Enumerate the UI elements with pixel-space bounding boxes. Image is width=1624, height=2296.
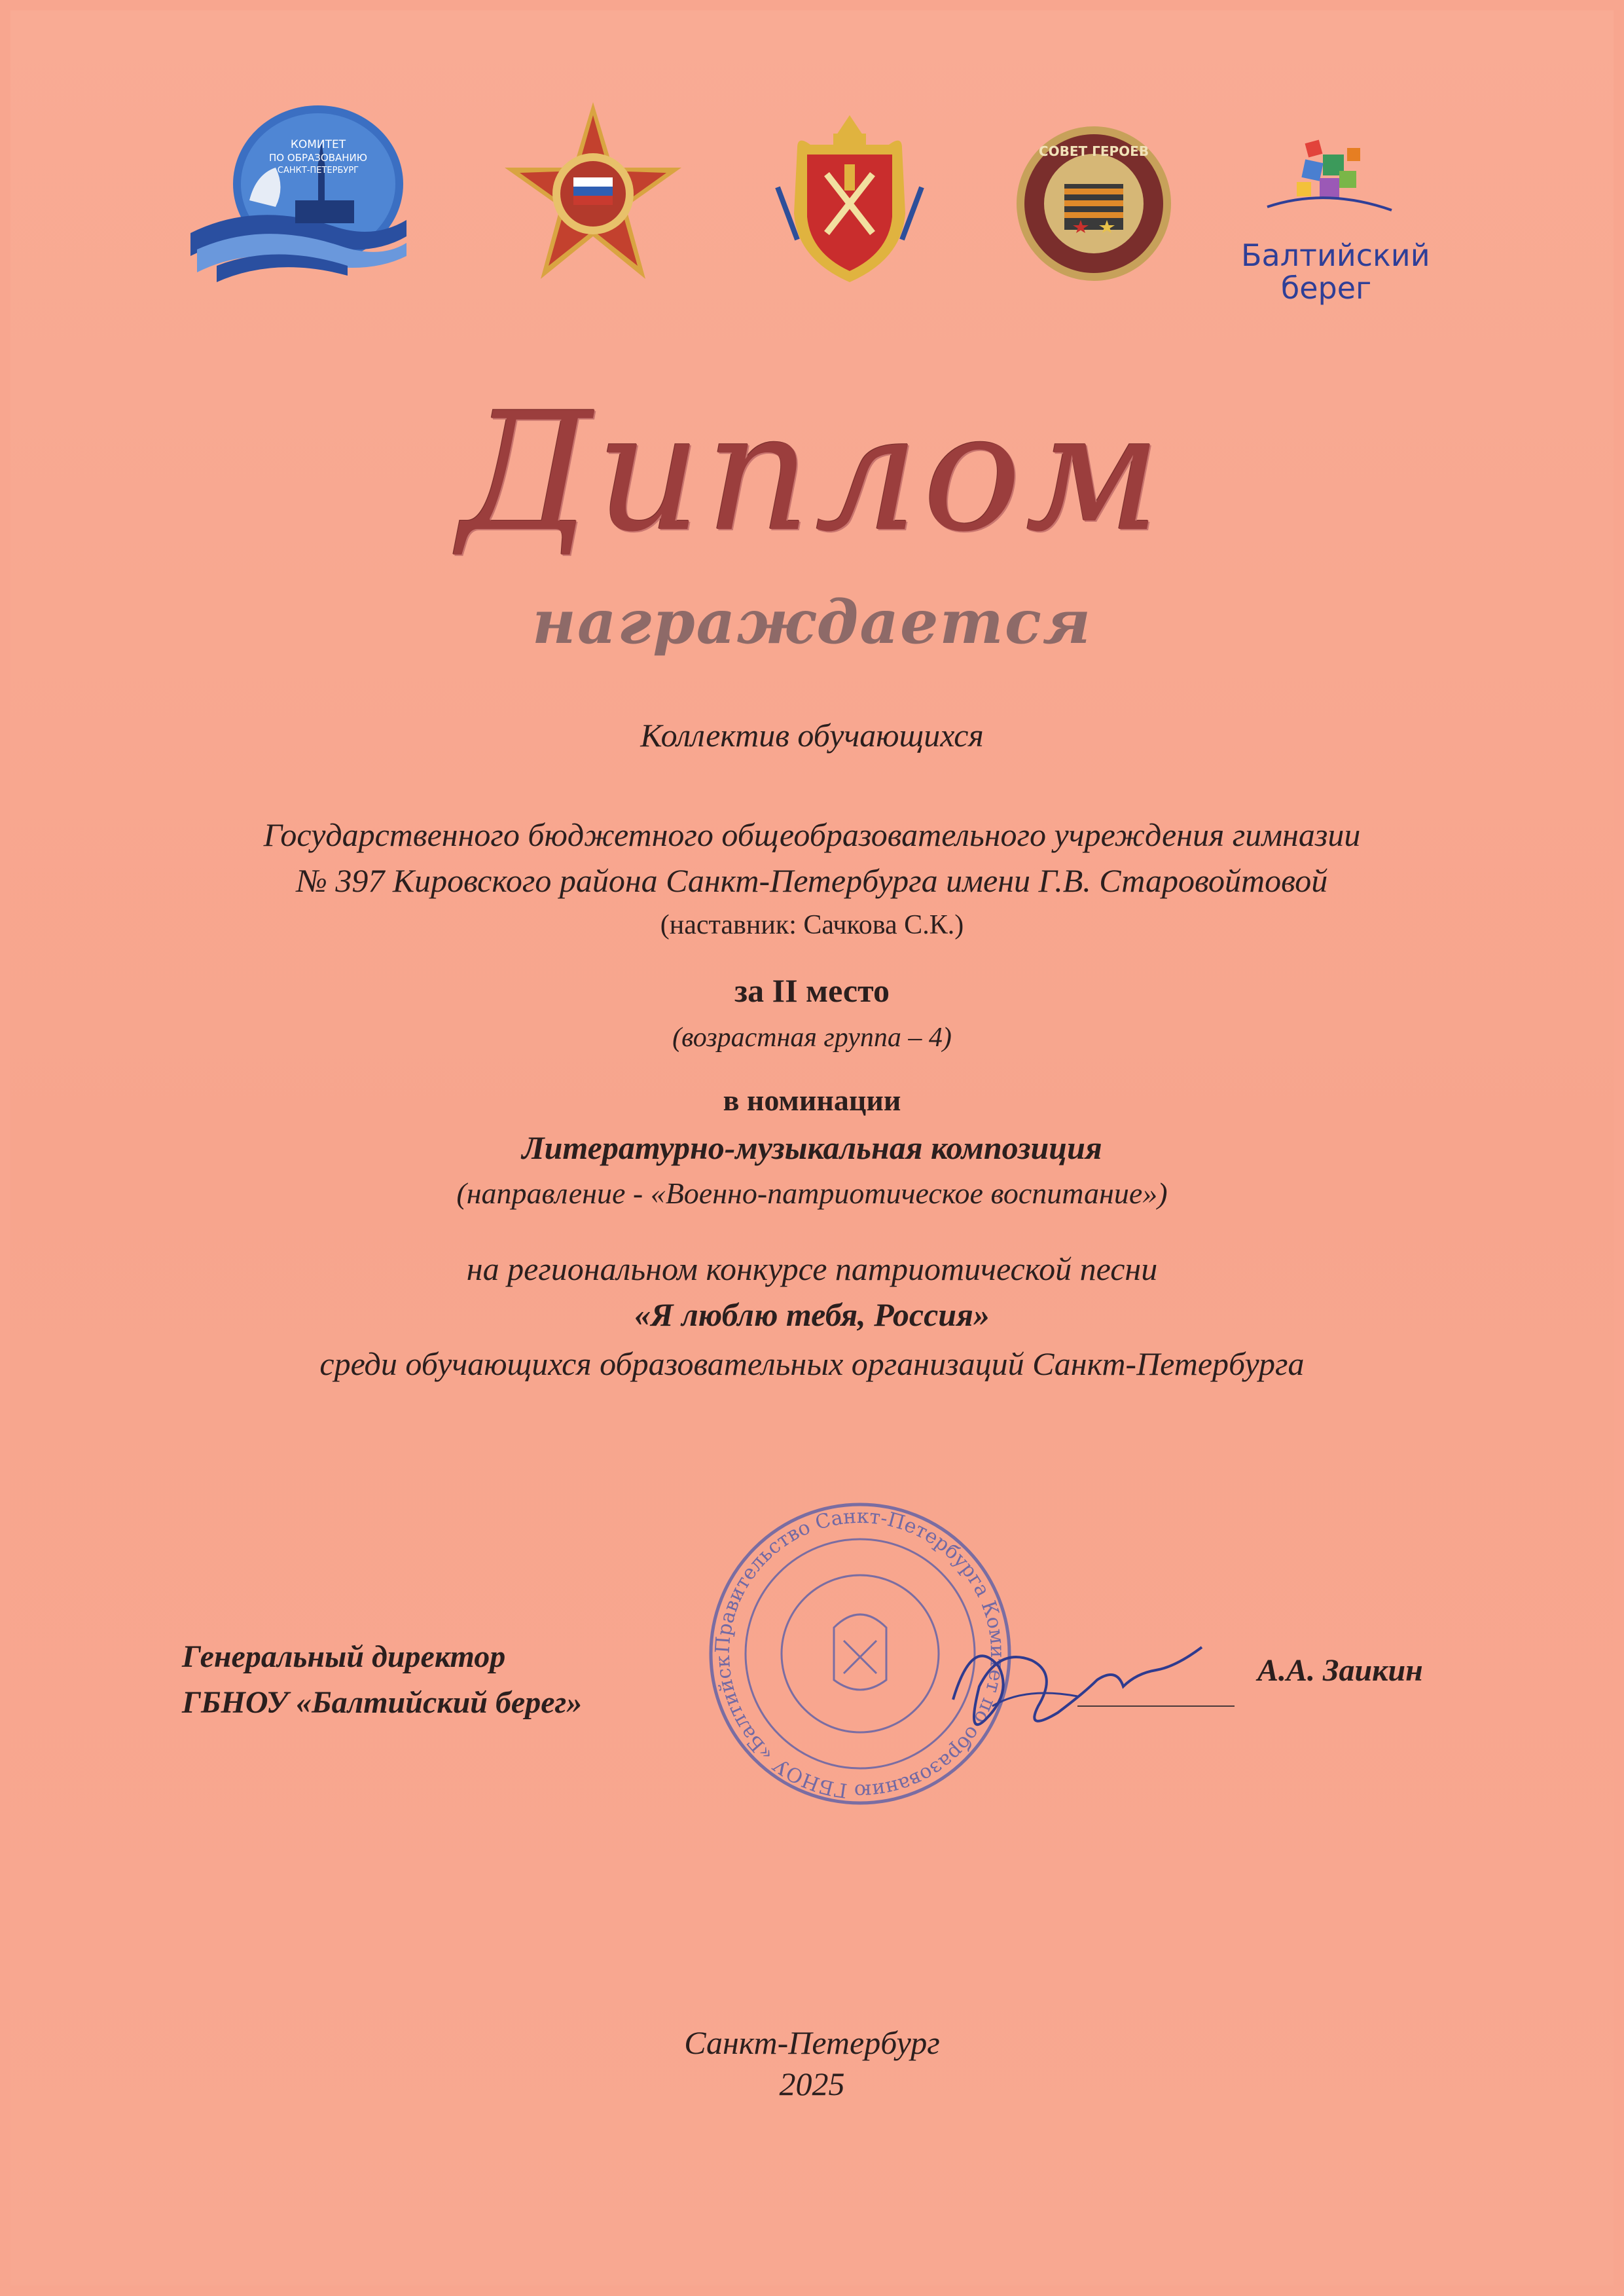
logo-row — [10, 96, 1614, 312]
baltic-logo-line1: Балтийский — [1241, 238, 1430, 273]
committee-logo-line3: САНКТ-ПЕТЕРБУРГ — [277, 166, 359, 175]
footer-year: 2025 — [779, 2066, 845, 2102]
committee-logo-line2: ПО ОБРАЗОВАНИЮ — [269, 152, 367, 164]
diploma-page — [10, 10, 1614, 2286]
direction: (направление - «Военно-патриотическое воспитание») — [456, 1176, 1168, 1210]
nomination-intro: в номинации — [723, 1084, 901, 1117]
baltic-shore-logo — [1241, 135, 1430, 306]
awarded-subtitle: награждается — [532, 587, 1092, 657]
institution-line2: № 397 Кировского района Санкт-Петербурга имени Г.В. Старовойтовой — [296, 862, 1328, 899]
footer-city: Санкт-Петербург — [684, 2024, 940, 2061]
stamp-text: Правительство Санкт-Петербурга Комитет по образованию ГБНОУ «Балтийск — [711, 1504, 1009, 1803]
baltic-logo-line2: берег — [1280, 270, 1372, 306]
contest-name: «Я люблю тебя, Россия» — [634, 1296, 990, 1333]
handwritten-signature — [927, 1608, 1241, 1755]
age-group: (возрастная группа – 4) — [672, 1023, 952, 1053]
signatory-position-line1: Генеральный директор — [182, 1639, 506, 1674]
signatory-name: А.А. Заикин — [1257, 1653, 1423, 1688]
signatory-position — [182, 1634, 582, 1726]
education-committee-logo — [177, 102, 413, 292]
contest-line: на региональном конкурсе патриотической песни — [466, 1250, 1158, 1287]
st-petersburg-coat-of-arms — [771, 109, 928, 292]
committee-logo-line1: КОМИТЕТ — [290, 138, 346, 151]
mentor: (наставник: Сачкова С.К.) — [660, 910, 964, 940]
heroes-badge-text: СОВЕТ ГЕРОЕВ — [1038, 143, 1149, 159]
institution-line1: Государственного бюджетного общеобразовательного учреждения гимназии — [263, 816, 1361, 853]
signatory-position-line2: ГБНОУ «Балтийский берег» — [182, 1685, 583, 1720]
place: за II место — [734, 972, 890, 1009]
veterans-star-emblem — [495, 96, 691, 292]
diploma-title: Диплом — [459, 377, 1165, 568]
nomination: Литературно-музыкальная композиция — [522, 1129, 1102, 1166]
audience: среди обучающихся образовательных организаций Санкт-Петербурга — [319, 1345, 1305, 1382]
council-of-heroes-badge — [1012, 122, 1176, 285]
recipient: Коллектив обучающихся — [640, 717, 984, 754]
